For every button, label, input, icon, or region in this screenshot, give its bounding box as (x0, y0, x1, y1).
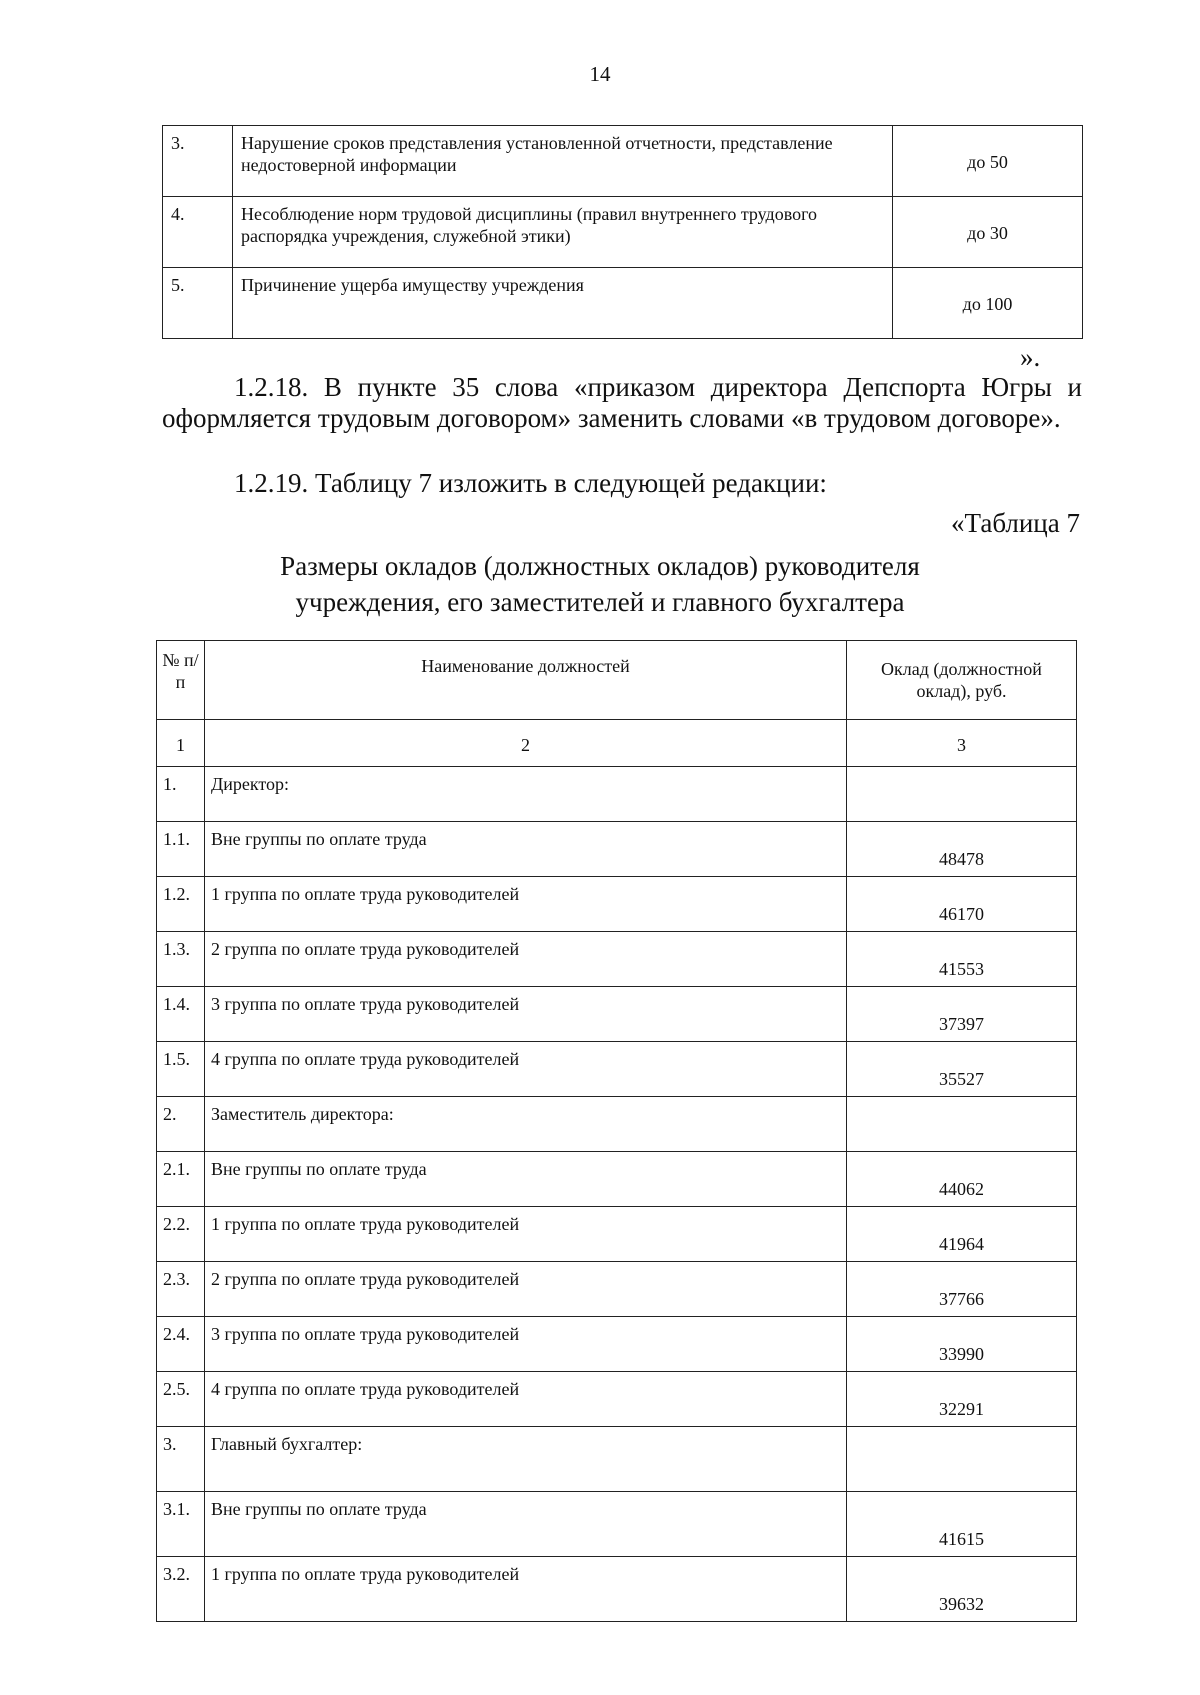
salary-row (157, 1317, 1077, 1372)
caption-line-1: Размеры окладов (должностных окладов) руководителя (280, 551, 920, 581)
salary-row (157, 1372, 1077, 1427)
salary-row-num: 1.2. (157, 877, 205, 932)
salary-row-amount: 41964 (847, 1207, 1077, 1262)
penalty-table (162, 125, 1083, 339)
salary-row-name: Заместитель директора: (205, 1097, 847, 1152)
salary-row-name: 1 группа по оплате труда руководителей (205, 1207, 847, 1262)
paragraph-1-2-18: 1.2.18. В пункте 35 слова «приказом директора Депспорта Югры и оформляется трудовым договором» заменить словами «в трудовом договоре». (162, 372, 1082, 433)
penalty-row (163, 197, 1083, 268)
salary-table (156, 640, 1077, 1622)
penalty-value: до 100 (893, 268, 1083, 339)
column-number: 3 (847, 720, 1077, 767)
salary-row-name: Главный бухгалтер: (205, 1427, 847, 1492)
salary-row-name: 4 группа по оплате труда руководителей (205, 1372, 847, 1427)
salary-row-amount (847, 1097, 1077, 1152)
salary-row-num: 2.1. (157, 1152, 205, 1207)
salary-row (157, 767, 1077, 822)
salary-row-name: Вне группы по оплате труда (205, 1492, 847, 1557)
salary-row-name: 2 группа по оплате труда руководителей (205, 1262, 847, 1317)
salary-row-num: 2.5. (157, 1372, 205, 1427)
salary-row-num: 3.1. (157, 1492, 205, 1557)
salary-row-amount: 41615 (847, 1492, 1077, 1557)
salary-row (157, 987, 1077, 1042)
salary-row (157, 1492, 1077, 1557)
table-label: «Таблица 7 (951, 508, 1080, 538)
salary-row (157, 1207, 1077, 1262)
column-number-row (157, 720, 1077, 767)
salary-row-name: 3 группа по оплате труда руководителей (205, 987, 847, 1042)
salary-row-amount: 32291 (847, 1372, 1077, 1427)
salary-row-name: 2 группа по оплате труда руководителей (205, 932, 847, 987)
penalty-value: до 50 (893, 126, 1083, 197)
paragraph-1-2-19: 1.2.19. Таблицу 7 изложить в следующей редакции: (234, 468, 827, 498)
salary-row-num: 2.4. (157, 1317, 205, 1372)
penalty-row (163, 126, 1083, 197)
salary-row-num: 2. (157, 1097, 205, 1152)
salary-row-amount: 35527 (847, 1042, 1077, 1097)
salary-row-num: 1.5. (157, 1042, 205, 1097)
salary-row (157, 1152, 1077, 1207)
salary-row-name: 1 группа по оплате труда руководителей (205, 877, 847, 932)
salary-row (157, 822, 1077, 877)
table-caption (0, 548, 1200, 620)
salary-row-amount: 37766 (847, 1262, 1077, 1317)
penalty-row (163, 268, 1083, 339)
salary-table-header-row (157, 641, 1077, 720)
salary-row (157, 1427, 1077, 1492)
salary-row (157, 1262, 1077, 1317)
salary-row-name: Вне группы по оплате труда (205, 1152, 847, 1207)
salary-row-num: 3.2. (157, 1557, 205, 1622)
header-num: № п/п (157, 641, 205, 720)
salary-row-num: 1. (157, 767, 205, 822)
salary-row (157, 1097, 1077, 1152)
salary-row-amount: 39632 (847, 1557, 1077, 1622)
salary-row (157, 877, 1077, 932)
penalty-text: Несоблюдение норм трудовой дисциплины (правил внутреннего трудового распорядка учреждения, служебной этики) (233, 197, 893, 268)
penalty-num: 3. (163, 126, 233, 197)
column-number: 1 (157, 720, 205, 767)
penalty-value: до 30 (893, 197, 1083, 268)
salary-row-amount: 46170 (847, 877, 1077, 932)
salary-row-num: 2.3. (157, 1262, 205, 1317)
salary-row (157, 1042, 1077, 1097)
salary-row-num: 1.1. (157, 822, 205, 877)
salary-row-num: 2.2. (157, 1207, 205, 1262)
salary-row-amount: 44062 (847, 1152, 1077, 1207)
penalty-num: 5. (163, 268, 233, 339)
salary-row-amount: 33990 (847, 1317, 1077, 1372)
salary-row-name: Директор: (205, 767, 847, 822)
penalty-text: Причинение ущерба имуществу учреждения (233, 268, 893, 339)
salary-row (157, 932, 1077, 987)
salary-row-amount (847, 767, 1077, 822)
salary-row-amount: 48478 (847, 822, 1077, 877)
closing-quote: ». (1020, 342, 1041, 372)
salary-row (157, 1557, 1077, 1622)
salary-row-name: 4 группа по оплате труда руководителей (205, 1042, 847, 1097)
header-name: Наименование должностей (205, 641, 847, 720)
column-number: 2 (205, 720, 847, 767)
caption-line-2: учреждения, его заместителей и главного бухгалтера (295, 587, 905, 617)
header-salary: Оклад (должностной оклад), руб. (847, 641, 1077, 720)
salary-row-name: Вне группы по оплате труда (205, 822, 847, 877)
salary-row-name: 3 группа по оплате труда руководителей (205, 1317, 847, 1372)
salary-row-num: 1.4. (157, 987, 205, 1042)
salary-row-name: 1 группа по оплате труда руководителей (205, 1557, 847, 1622)
salary-row-num: 3. (157, 1427, 205, 1492)
salary-row-num: 1.3. (157, 932, 205, 987)
penalty-text: Нарушение сроков представления установленной отчетности, представление недостоверной информации (233, 126, 893, 197)
salary-row-amount: 41553 (847, 932, 1077, 987)
page-number: 14 (589, 62, 611, 86)
salary-row-amount (847, 1427, 1077, 1492)
salary-row-amount: 37397 (847, 987, 1077, 1042)
penalty-num: 4. (163, 197, 233, 268)
